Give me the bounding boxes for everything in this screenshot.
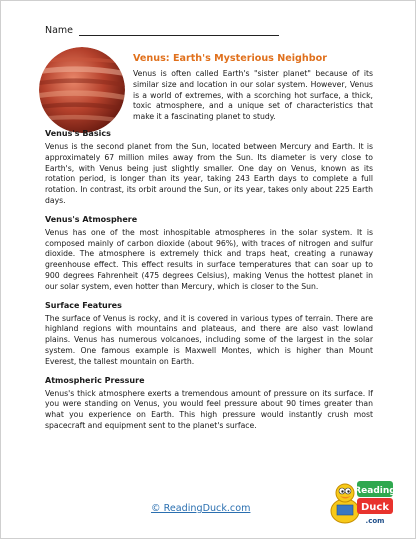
section-heading: Surface Features — [45, 300, 122, 310]
name-label: Name — [45, 25, 74, 36]
section-paragraph: The surface of Venus is rocky, and it is covered in various types of terrain. There are highland regions with mountains and plateaus, and there are also vast lowland plains. Venus has numerous volcanoes, including some of the largest in the solar system. One famous example is Maxwell Montes, which is higher than Mount Everest, the tallest mountain on Earth. — [45, 313, 373, 366]
section-heading: Venus's Atmosphere — [45, 214, 138, 224]
article-body — [45, 129, 373, 440]
section-heading: Atmospheric Pressure — [45, 375, 145, 385]
readingduck-link[interactable]: © ReadingDuck.com — [151, 503, 251, 514]
section-paragraph: Venus is the second planet from the Sun, located between Mercury and Earth. It is approximately 67 million miles away from the Sun. Its diameter is very close to Earth's, with Venus being just slightly smaller. One day on Venus, known as its rotation period, is longer than its year, taking 243 Earth days to complete a full rotation. In contrast, its orbit around the Sun, or its year, takes only about 225 Earth days. — [45, 142, 373, 205]
name-blank-line — [79, 25, 279, 36]
reading-duck-logo — [327, 471, 395, 529]
logo-text-duck: Duck — [361, 502, 389, 513]
intro-block — [133, 53, 373, 123]
section-paragraph: Venus's thick atmosphere exerts a tremendous amount of pressure on its surface. If you were standing on Venus, you would feel pressure about 90 times greater than what you experience on Earth. This high pressure would instantly crush most spacecraft and equipment sent to the planet's surface. — [45, 388, 373, 430]
logo-text-com: .com — [365, 517, 385, 525]
name-row — [45, 25, 279, 36]
intro-paragraph: Venus is often called Earth's "sister planet" because of its similar size and location in our solar system. However, Venus is a world of extremes, with a scorching hot surface, a thick, toxic atmosphere, and a unique set of characteristics that make it a fascinating planet to study. — [133, 69, 373, 122]
logo-text-reading: Reading — [354, 486, 395, 496]
venus-planet-image — [39, 47, 125, 133]
section-heading: Venus's Basics — [45, 129, 111, 138]
section-paragraph: Venus has one of the most inhospitable atmospheres in the solar system. It is composed mainly of carbon dioxide (about 96%), with traces of nitrogen and sulfur dioxide. The atmosphere is extremely thick and traps heat, creating a runaway greenhouse effect. This effect results in surface temperatures that can soar up to 900 degrees Fahrenheit (475 degrees Celsius), making Venus the hottest planet in our solar system, even hotter than Mercury, which is closer to the Sun. — [45, 227, 373, 291]
worksheet-title: Venus: Earth's Mysterious Neighbor — [133, 53, 327, 64]
